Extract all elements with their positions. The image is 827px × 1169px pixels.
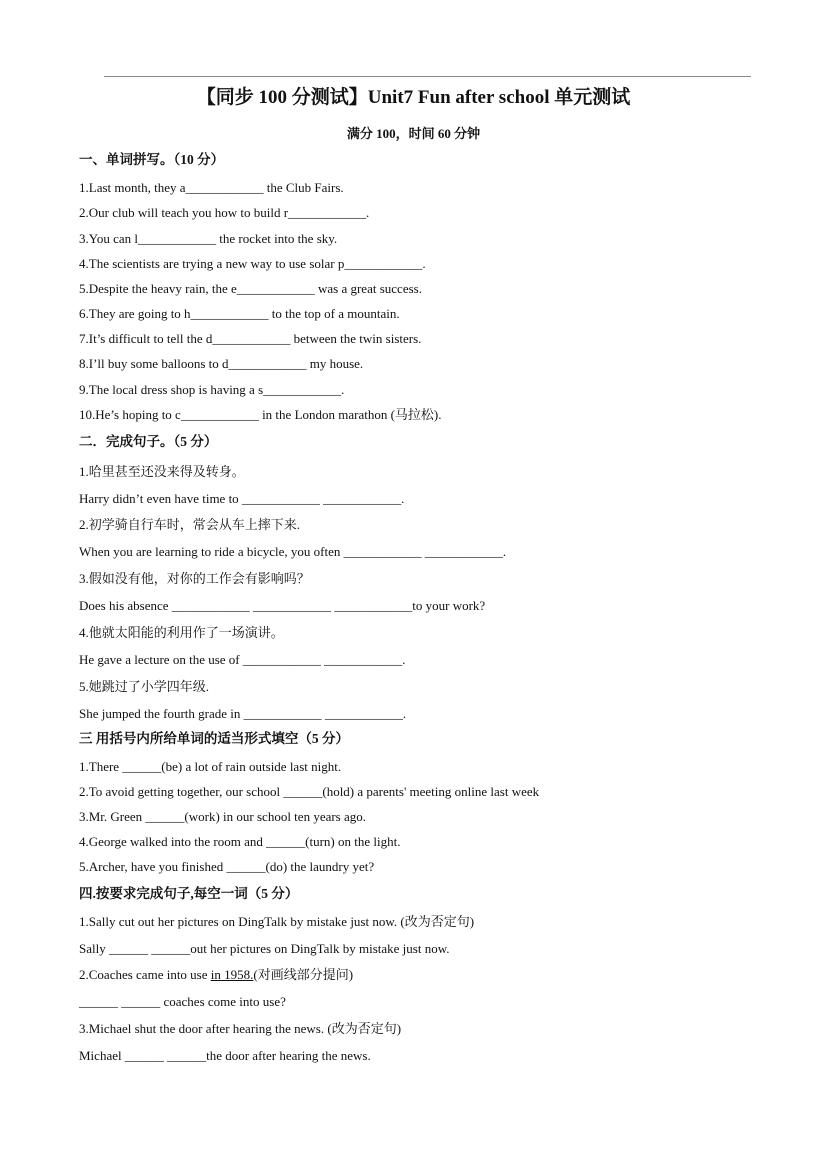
- question-4-2-before: 2.Coaches came into use: [79, 967, 211, 982]
- page-title: 【同步 100 分测试】Unit7 Fun after school 单元测试: [196, 87, 631, 108]
- question-4-1-prompt: 1.Sally cut out her pictures on DingTalk by mistake just now. (改为否定句): [79, 914, 475, 929]
- question-1-7: 7.It’s difficult to tell the d____________ between the twin sisters.: [79, 331, 422, 346]
- question-2-5-prompt: 5.她跳过了小学四年级.: [79, 679, 210, 694]
- question-2-1-prompt: 1.哈里甚至还没来得及转身。: [79, 464, 245, 479]
- question-1-9: 9.The local dress shop is having a s____________.: [79, 382, 345, 397]
- question-2-2-answer: When you are learning to ride a bicycle, you often ____________ ____________.: [79, 544, 507, 559]
- question-2-3-answer: Does his absence ____________ ____________ ____________to your work?: [79, 598, 486, 613]
- question-3-3: 3.Mr. Green ______(work) in our school ten years ago.: [79, 809, 367, 824]
- section-heading-3: 三 用括号内所给单词的适当形式填空（5 分）: [79, 731, 349, 746]
- question-4-2-underlined: in 1958.: [210, 967, 254, 982]
- question-4-3-answer: Michael ______ ______the door after hearing the news.: [79, 1048, 371, 1063]
- section-heading-2: 二．完成句子。（5 分）: [79, 434, 218, 449]
- question-2-1-answer: Harry didn’t even have time to ____________ ____________.: [79, 491, 405, 506]
- question-1-4: 4.The scientists are trying a new way to use solar p____________.: [79, 256, 426, 271]
- question-2-4-answer: He gave a lecture on the use of ____________ ____________.: [79, 652, 406, 667]
- question-2-5-answer: She jumped the fourth grade in ____________ ____________.: [79, 706, 407, 721]
- question-2-2-prompt: 2.初学骑自行车时，常会从车上摔下来.: [79, 517, 301, 532]
- question-3-5: 5.Archer, have you finished ______(do) the laundry yet?: [79, 859, 375, 874]
- page-subtitle: 满分 100，时间 60 分钟: [346, 126, 481, 141]
- question-1-10: 10.He’s hoping to c____________ in the London marathon (马拉松).: [79, 407, 442, 422]
- question-1-3: 3.You can l____________ the rocket into the sky.: [79, 231, 338, 246]
- question-3-4: 4.George walked into the room and ______(turn) on the light.: [79, 834, 401, 849]
- header-rule: [104, 76, 751, 77]
- question-3-1: 1.There ______(be) a lot of rain outside last night.: [79, 759, 342, 774]
- question-1-8: 8.I’ll buy some balloons to d____________ my house.: [79, 356, 364, 371]
- question-1-6: 6.They are going to h____________ to the top of a mountain.: [79, 306, 400, 321]
- section-heading-4: 四.按要求完成句子,每空一词（5 分）: [79, 886, 299, 901]
- question-4-2-answer: ______ ______ coaches come into use?: [79, 994, 286, 1009]
- question-4-1-answer: Sally ______ ______out her pictures on DingTalk by mistake just now.: [79, 941, 450, 956]
- question-3-2: 2.To avoid getting together, our school ______(hold) a parents' meeting online last week: [79, 784, 540, 799]
- question-1-5: 5.Despite the heavy rain, the e____________ was a great success.: [79, 281, 422, 296]
- question-4-3-prompt: 3.Michael shut the door after hearing the news. (改为否定句): [79, 1021, 402, 1036]
- question-1-1: 1.Last month, they a____________ the Club Fairs.: [79, 180, 344, 195]
- question-2-4-prompt: 4.他就太阳能的利用作了一场演讲。: [79, 625, 284, 640]
- question-4-2-after: (对画线部分提问): [253, 967, 354, 982]
- section-heading-1: 一、单词拼写。（10 分）: [79, 152, 225, 167]
- question-1-2: 2.Our club will teach you how to build r____________.: [79, 205, 370, 220]
- question-4-2-prompt: [79, 966, 353, 984]
- question-2-3-prompt: 3.假如没有他，对你的工作会有影响吗？: [79, 571, 310, 586]
